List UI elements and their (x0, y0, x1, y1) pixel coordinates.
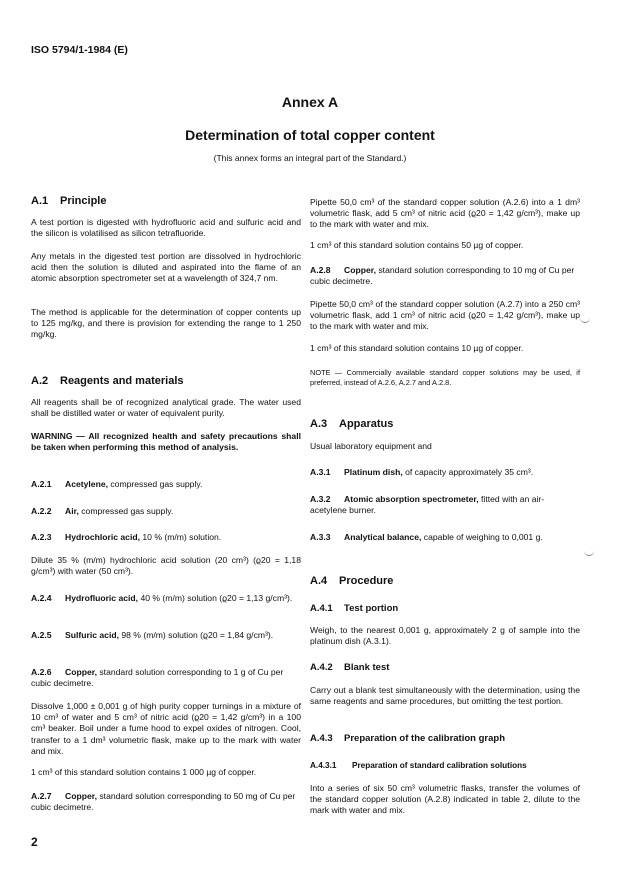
section-title: Principle (60, 195, 107, 207)
a41-heading: A.4.1 Test portion (310, 603, 399, 614)
a23-paragraph: Dilute 35 % (m/m) hydrochloric acid solution (20 cm³) (ϱ20 = 1,18 g/cm³) with water (50 cm³). (31, 555, 301, 577)
a27-paragraph-2: 1 cm³ of this standard solution contains 50 µg of copper. (310, 240, 524, 250)
a1-paragraph-3: The method is applicable for the determination of copper contents up to 125 mg/kg, and there is provision for extending the range to 1 250 mg/kg. (31, 307, 301, 340)
a27-item: A.2.7 Copper, standard solution corresponding to 50 mg of Cu per cubic decimetre. (31, 791, 296, 813)
a32-item: A.3.2 Atomic absorption spectrometer, fitted with an air-acetylene burner. (310, 494, 545, 516)
section-a4-heading (310, 575, 393, 587)
section-a3-heading (310, 418, 393, 430)
section-title: Procedure (339, 575, 394, 587)
a431-paragraph: Into a series of six 50 cm³ volumetric flasks, transfer the volumes of the standard copper solution (A.2.8) indicated in table 2, dilute to the mark with water and mix. (310, 783, 580, 816)
annex-note: (This annex forms an integral part of the Standard.) (213, 153, 407, 163)
a21-item: A.2.1 Acetylene, compressed gas supply. (31, 479, 203, 489)
a28-paragraph-2: 1 cm³ of this standard solution contains 10 µg of copper. (310, 343, 524, 353)
section-title: Reagents and materials (60, 375, 184, 387)
section-number: A.4 (310, 575, 328, 587)
note: NOTE — Commercially available standard copper solutions may be used, if preferred, instead of A.2.6, A.2.7 and A.2.8. (310, 368, 580, 387)
a431-heading: A.4.3.1 Preparation of standard calibration solutions (310, 761, 527, 770)
section-a2-heading (31, 375, 184, 387)
annex-title: Determination of total copper content (185, 127, 435, 143)
a31-item: A.3.1 Platinum dish, of capacity approximately 35 cm³. (310, 467, 534, 477)
a2-warning: WARNING — All recognized health and safety precautions shall be taken when performing this method of analysis. (31, 431, 301, 453)
a24-item: A.2.4 Hydrofluoric acid, 40 % (m/m) solution (ϱ20 = 1,13 g/cm³). (31, 593, 293, 603)
a26-item: A.2.6 Copper, standard solution corresponding to 1 g of Cu per cubic decimetre. (31, 667, 284, 689)
a3-paragraph: Usual laboratory equipment and (310, 441, 432, 451)
page-number: 2 (31, 835, 38, 849)
annex-label: Annex A (281, 94, 339, 110)
section-number: A.2 (31, 375, 49, 387)
margin-mark (584, 551, 594, 556)
a22-item: A.2.2 Air, compressed gas supply. (31, 506, 174, 516)
a28-paragraph-1: Pipette 50,0 cm³ of the standard copper solution (A.2.7) into a 250 cm³ volumetric flask, add 1 cm³ of nitric acid (ϱ20 = 1,42 g/cm³), make up to the mark with water and mix. (310, 299, 580, 332)
section-number: A.3 (310, 418, 328, 430)
a26-paragraph-2: 1 cm³ of this standard solution contains 1 000 µg of copper. (31, 767, 257, 777)
a26-paragraph-1: Dissolve 1,000 ± 0,001 g of high purity copper turnings in a mixture of 10 cm³ of water and 5 cm³ of nitric acid (ϱ20 = 1,42 g/cm³) in a 100 cm³ beaker. Boil under a fume hood to expel oxides of nitrogen. Cool, transfer to a 1 dm³ volumetric flask, make up to the mark with water and mix. (31, 701, 301, 756)
standard-reference: ISO 5794/1-1984 (E) (31, 44, 128, 56)
section-a1-heading (31, 195, 106, 207)
section-number: A.1 (31, 195, 49, 207)
a28-item: A.2.8 Copper, standard solution corresponding to 10 mg of Cu per cubic decimetre. (310, 265, 575, 287)
a1-paragraph-1: A test portion is digested with hydrofluoric acid and sulfuric acid and the silicon is volatilised as silicon tetrafluoride. (31, 217, 301, 239)
a42-paragraph: Carry out a blank test simultaneously with the determination, using the same reagents and same procedures, but omitting the test portion. (310, 685, 580, 707)
a1-paragraph-2: Any metals in the digested test portion are dissolved in hydrochloric acid then the solution is diluted and aspirated into the flame of an atomic absorption spectrometer set at a wavelength of 324,7 nm. (31, 251, 301, 284)
margin-mark (580, 318, 590, 323)
a43-heading: A.4.3 Preparation of the calibration graph (310, 733, 505, 744)
a42-heading: A.4.2 Blank test (310, 662, 390, 673)
a25-item: A.2.5 Sulfuric acid, 98 % (m/m) solution (ϱ20 = 1,84 g/cm³). (31, 630, 274, 640)
a33-item: A.3.3 Analytical balance, capable of weighing to 0,001 g. (310, 532, 543, 542)
a27-paragraph-1: Pipette 50,0 cm³ of the standard copper solution (A.2.6) into a 1 dm³ volumetric flask, add 5 cm³ of nitric acid (ϱ20 = 1,42 g/cm³), make up to the mark with water and mix. (310, 197, 580, 230)
section-title: Apparatus (339, 418, 394, 430)
a41-paragraph: Weigh, to the nearest 0,001 g, approximately 2 g of sample into the platinum dish (A.3.1). (310, 625, 580, 647)
a23-item: A.2.3 Hydrochloric acid, 10 % (m/m) solution. (31, 532, 222, 542)
a2-paragraph: All reagents shall be of recognized analytical grade. The water used shall be distilled water or water of equivalent purity. (31, 397, 301, 419)
